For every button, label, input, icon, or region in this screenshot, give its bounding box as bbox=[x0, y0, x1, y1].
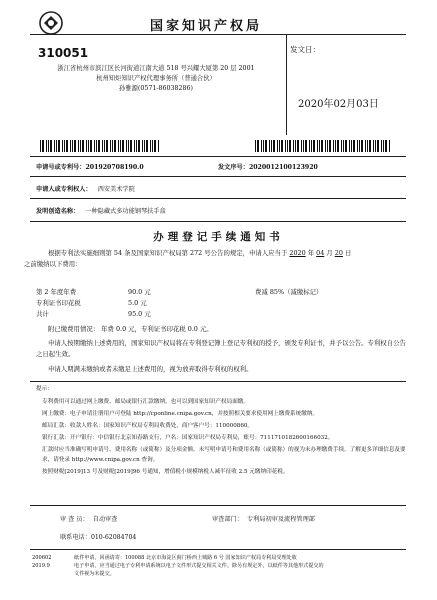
footer-line-3: 文件视为未提交。 bbox=[74, 571, 115, 577]
info-rule-3 bbox=[30, 221, 406, 222]
info-rule-top bbox=[30, 156, 406, 157]
examiner-label: 审 查 员： bbox=[60, 516, 89, 523]
creation-label: 发明创造名称： bbox=[36, 208, 80, 215]
sender-contact: 孙雅源(0571-86038286) bbox=[118, 85, 193, 92]
info-rule-1 bbox=[30, 176, 406, 177]
deadline-month: 04 bbox=[316, 249, 325, 257]
fee-amount-2: 5.0 元 bbox=[128, 299, 147, 307]
notice-paragraph-abandon: 申请人期满未缴纳或者未缴足上述费用的，视为放弃取得专利权的权利。 bbox=[48, 365, 253, 373]
notes-item-5: 汇款时应当准确写明申请号、费用名称（或简称）及分项金额。未写明申请号和费用名称（或简称）的视为未办理缴费手续。了解更多详细信息及要求，请登录 http://www.cnipa.gov.cn 查询。 bbox=[42, 447, 406, 463]
notes-item-4: 银行汇款：开户银行：中信银行北京知春路支行，户名：国家知识产权局专利局，账号：7111710182600166032。 bbox=[42, 435, 334, 441]
notes-item-6: 按照财税[2019]13 号及财税[2019]96 号通知，增值税小规模纳税人减半征收 2.5 元缴纳印花税。 bbox=[42, 469, 289, 475]
applicant-name: 西安美术学院 bbox=[97, 186, 135, 193]
fee-name-1: 第 2 年度年费 bbox=[36, 288, 77, 296]
dept-value: 专利局初审及流程管理部 bbox=[246, 516, 315, 523]
sender-agency: 杭州知炬知识产权代理事务所（普通合伙） bbox=[96, 75, 216, 82]
notes-rule bbox=[30, 381, 406, 382]
sender-address: 浙江省杭州市滨江区长河街道江南大道 518 号兴耀大厦第 20 层 2001 bbox=[57, 65, 255, 72]
notes-item-1: 专利费用可以通过网上缴费、邮局或银行汇款缴纳，也可以到国家知识产权局面缴。 bbox=[42, 399, 249, 405]
notes-item-2: 网上缴费：电子申请注册用户可登陆 http://cponline.cnipa.gov.cn，并按照相关要求使用网上缴费系统缴纳。 bbox=[42, 411, 319, 417]
dept-label: 审查部门： bbox=[212, 516, 243, 523]
form-version: 2019.9 bbox=[32, 563, 50, 569]
fee-total-label: 共计 bbox=[36, 310, 49, 318]
footer-line-1: 纸件申请，回函请寄：100088 北京市海淀区蓟门桥西土城路 6 号 国家知识产权局专利局受理处收 bbox=[74, 555, 297, 561]
paid-status: 附已缴费用情况： 年费 0.0 元，专利证书印花税 0.0 元。 bbox=[48, 325, 213, 333]
notice-title: 办理登记手续通知书 bbox=[153, 231, 284, 243]
send-date-label: 发文日： bbox=[290, 45, 320, 54]
info-rule-2 bbox=[30, 198, 406, 199]
send-date-value: 2020年02月03日 bbox=[298, 99, 379, 110]
footer-rule bbox=[30, 549, 406, 550]
deadline-year: 2020 bbox=[289, 249, 306, 257]
form-code: 200602 bbox=[32, 555, 52, 561]
notes-title: 提示： bbox=[36, 386, 53, 392]
serial-label: 发文序号： bbox=[218, 164, 249, 171]
applicant-label: 申请人或专利权人： bbox=[36, 186, 92, 193]
application-number: 201920708190.0 bbox=[85, 164, 144, 171]
barcode-serial bbox=[255, 140, 390, 152]
fee-name-2: 专利证书印花税 bbox=[36, 299, 81, 307]
notice-paragraph-deadline: 根据专利法实施细则第 54 条及国家知识产权局第 272 号公告的规定，申请人应当于 2020 年 04 月 20 日 之前缴纳以下费用： bbox=[24, 249, 352, 268]
notice-paragraph-grant: 申请人按期缴纳上述费用的，国家知识产权局将在专利登记簿上登记专利权的授予，颁发专利证书，并予以公告。专利权自公告之日起生效。 bbox=[36, 339, 406, 358]
fee-reduction: 费减 85%（减缴标记） bbox=[255, 288, 323, 296]
creation-name: 一种隐藏式多功能钢琴扶手盒 bbox=[85, 208, 166, 215]
notes-item-3: 邮局汇款：收款人姓名：国家知识产权局专利局收费处，商户客户号：110000860。 bbox=[42, 423, 254, 429]
footer-line-2: 电子申请，应当通过电子专利申请系统以电子文件形式提交相关文件。除另有规定外，以纸件等其他形式提交的 bbox=[74, 563, 324, 569]
review-rule bbox=[30, 505, 406, 506]
fee-amount-1: 90.0 元 bbox=[128, 288, 151, 296]
serial-number: 2020012100123920 bbox=[248, 164, 318, 171]
application-number-label: 申请号或专利号： bbox=[36, 164, 86, 171]
cnipa-emblem-icon bbox=[38, 10, 64, 36]
office-name: 国家知识产权局 bbox=[150, 19, 263, 34]
fee-total-amount: 95.0 元 bbox=[128, 310, 151, 318]
barcode-application bbox=[40, 140, 160, 152]
header-rule bbox=[30, 34, 406, 35]
postcode: 310051 bbox=[38, 46, 89, 60]
contact-phone: 010-62084704 bbox=[90, 534, 137, 541]
divider-vertical bbox=[286, 35, 287, 135]
deadline-day: 20 bbox=[334, 249, 343, 257]
contact-label: 联系电话： bbox=[60, 534, 91, 541]
examiner-value: 自动审查 bbox=[92, 516, 118, 523]
